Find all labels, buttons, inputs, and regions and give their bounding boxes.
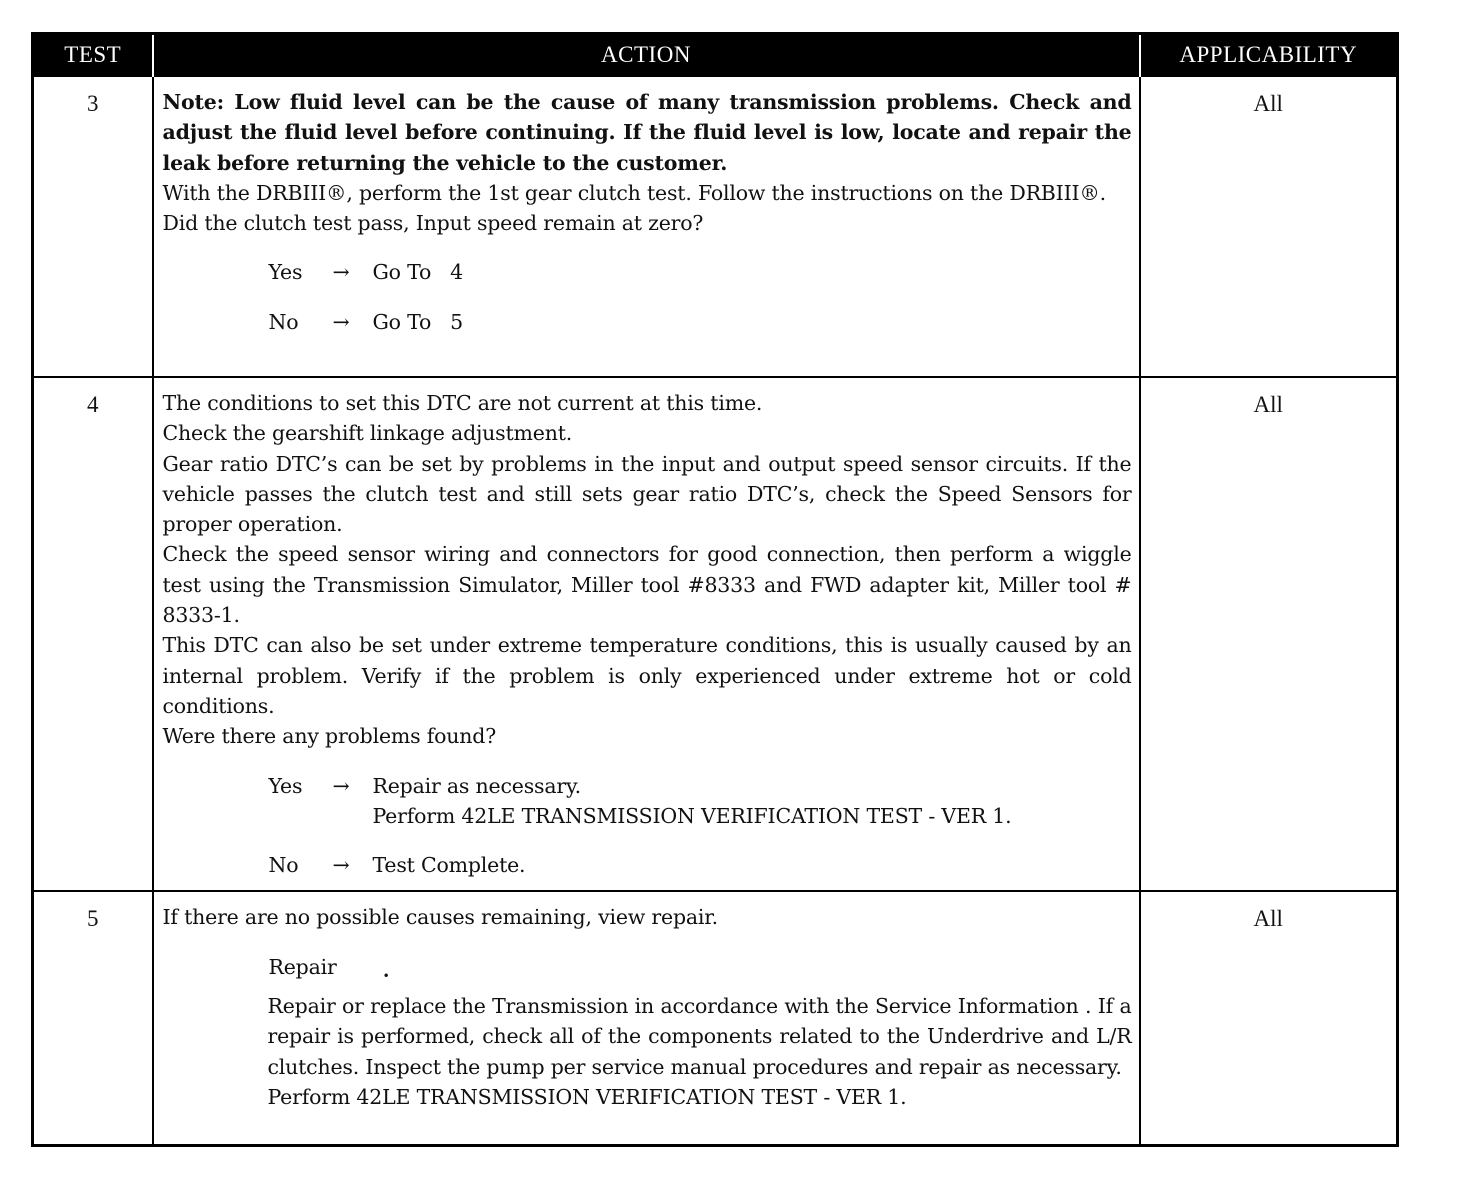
repair-text: Repair or replace the Transmission in accordance with the Service Information . If a repair is performed, check all of the components related to the Underdrive and L/R clutches. Inspect the pump per service manual procedures and repair as necessary.	[267, 994, 1132, 1079]
header-test: TEST	[33, 34, 153, 77]
action-cell	[153, 377, 1140, 891]
repair-perform-text: Perform 42LE TRANSMISSION VERIFICATION TEST - VER 1.	[267, 1084, 907, 1109]
instruction-text: Check the gearshift linkage adjustment.	[162, 421, 573, 446]
table-row	[33, 76, 1398, 377]
test-number: 5	[33, 891, 153, 1145]
branch-result: Test Complete.	[372, 853, 526, 878]
applicability-value: All	[1140, 891, 1398, 1145]
question-text: Did the clutch test pass, Input speed remain at zero?	[162, 211, 704, 236]
branch-result: Go To 5	[372, 309, 463, 334]
branch-result: Go To 4	[372, 260, 463, 285]
header-action: ACTION	[153, 34, 1140, 77]
branch-yes	[269, 771, 1132, 832]
arrow-icon: →	[332, 309, 350, 334]
branch-result-followup: Perform 42LE TRANSMISSION VERIFICATION TEST - VER 1.	[372, 803, 1012, 828]
instruction-text: Gear ratio DTC’s can be set by problems in the input and output speed sensor circuits. If the vehicle passes the clutch test and still sets gear ratio DTC’s, check the Speed Sensors for proper operation.	[162, 451, 1132, 537]
branch-yes	[269, 257, 1132, 287]
table-row	[33, 377, 1398, 891]
table-header-row	[33, 34, 1398, 77]
branch-result: Repair as necessary.	[372, 773, 581, 798]
applicability-value: All	[1140, 377, 1398, 891]
dot-icon: •	[382, 968, 390, 983]
arrow-icon: →	[332, 260, 350, 285]
branch-answer: No	[268, 309, 299, 334]
branch-answer: Yes	[268, 260, 303, 285]
question-text: Were there any problems found?	[162, 724, 497, 749]
branch-answer: No	[268, 853, 299, 878]
diagnostic-test-table	[31, 32, 1399, 1147]
branch-result-group	[373, 771, 1132, 832]
repair-label: Repair	[268, 954, 337, 979]
instruction-text: With the DRBIII®, perform the 1st gear clutch test. Follow the instructions on the DRBIII®.	[162, 180, 1106, 205]
action-cell	[153, 891, 1140, 1145]
instruction-text: If there are no possible causes remaining, view repair.	[162, 905, 718, 930]
repair-block	[269, 952, 1132, 991]
branch-no	[269, 850, 1132, 880]
test-number: 3	[33, 76, 153, 377]
action-cell	[153, 76, 1140, 377]
note-text: Note: Low fluid level can be the cause of many transmission problems. Check and adjust the fluid level before continuing. If the fluid level is low, locate and repair the leak before returning the vehicle to the customer.	[162, 90, 1132, 175]
instruction-text: The conditions to set this DTC are not current at this time.	[162, 391, 763, 415]
header-applicability: APPLICABILITY	[1140, 34, 1398, 77]
table-row	[33, 891, 1398, 1145]
branch-no	[269, 307, 1132, 337]
test-number: 4	[33, 377, 153, 891]
branch-answer: Yes	[268, 773, 303, 798]
applicability-value: All	[1140, 76, 1398, 377]
arrow-icon: →	[332, 853, 350, 878]
arrow-icon: →	[332, 773, 350, 798]
instruction-text: This DTC can also be set under extreme temperature conditions, this is usually caused by an internal problem. Verify if the problem is only experienced under extreme hot or cold conditions.	[162, 633, 1132, 718]
instruction-text: Check the speed sensor wiring and connectors for good connection, then perform a wiggle test using the Transmission Simulator, Miller tool #8333 and FWD adapter kit, Miller tool # 8333-1.	[162, 542, 1132, 628]
